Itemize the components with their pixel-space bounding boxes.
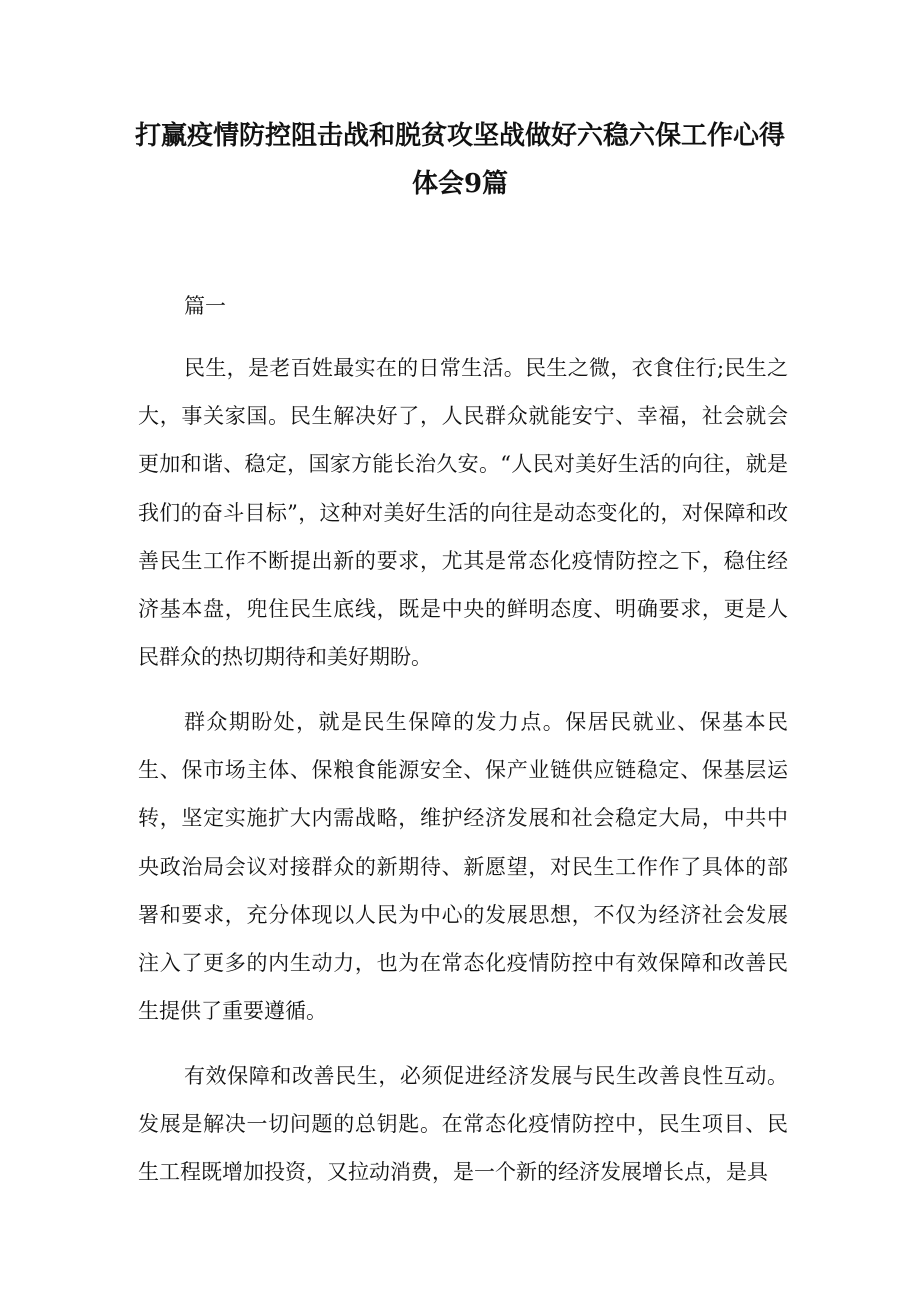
section-label: 篇一 (184, 294, 226, 318)
body-paragraph-1: 民生，是老百姓最实在的日常生活。民生之微，衣食住行;民生之大，事关家国。民生解决好了，人民群众就能安宁、幸福，社会就会更加和谐、稳定，国家方能长治久安。“人民对美好生活的向往，就是我们的奋斗目标”，这种对美好生活的向往是动态变化的，对保障和改善民生工作不断提出新的要求，尤其是常态化疫情防控之下，稳住经济基本盘，兜住民生底线，既是中央的鲜明态度、明确要求，更是人民群众的热切期待和美好期盼。 (138, 356, 788, 670)
body-paragraph-2: 群众期盼处，就是民生保障的发力点。保居民就业、保基本民生、保市场主体、保粮食能源安全、保产业链供应链稳定、保基层运转，坚定实施扩大内需战略，维护经济发展和社会稳定大局，中共中央政治局会议对接群众的新期待、新愿望，对民生工作作了具体的部署和要求，充分体现以人民为中心的发展思想，不仅为经济社会发展注入了更多的内生动力，也为在常态化疫情防控中有效保障和改善民生提供了重要遵循。 (138, 710, 788, 1024)
document-title-line-1: 打赢疫情防控阻击战和脱贫攻坚战做好六稳六保工作心得 (134, 121, 785, 151)
body-paragraph-3: 有效保障和改善民生，必须促进经济发展与民生改善良性互动。发展是解决一切问题的总钥匙。在常态化疫情防控中，民生项目、民生工程既增加投资，又拉动消费，是一个新的经济发展增长点，是具 (138, 1064, 788, 1185)
document-title-line-2: 体会9篇 (411, 169, 509, 199)
